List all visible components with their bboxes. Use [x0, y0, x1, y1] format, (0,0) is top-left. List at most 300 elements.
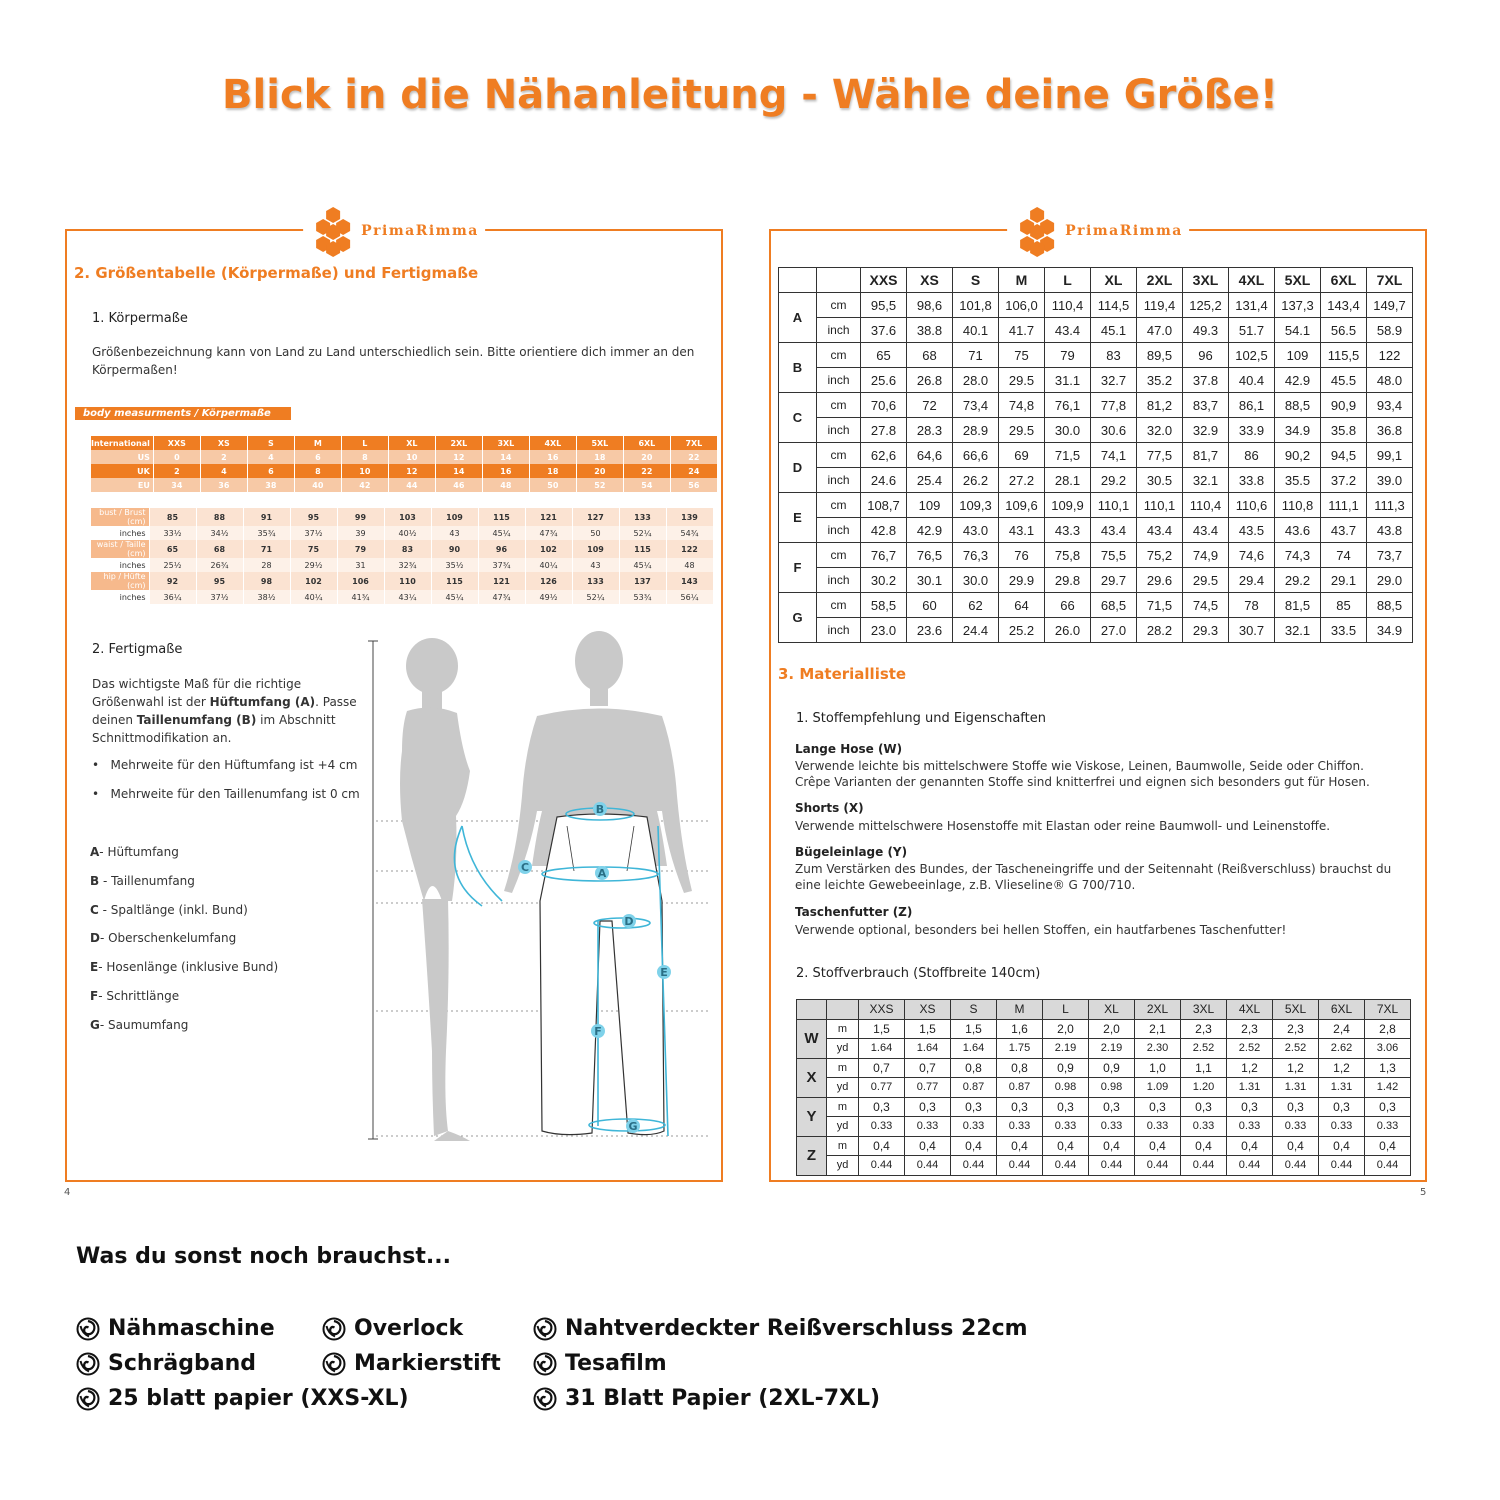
- page-title: Blick in die Nähanleitung - Wähle deine Größe!: [222, 72, 1278, 118]
- table-row: [779, 593, 1413, 618]
- table-cell: 0.33: [1089, 1117, 1135, 1137]
- table-cell: 76,7: [861, 543, 907, 568]
- table-cell: 35½: [431, 558, 478, 572]
- header-cell: [779, 268, 817, 293]
- table-cell: 88,5: [1367, 593, 1413, 618]
- table-cell: 109,9: [1045, 493, 1091, 518]
- unit-cell: cm: [817, 343, 861, 368]
- table-cell: 1.31: [1319, 1078, 1365, 1098]
- table-cell: 35¾: [243, 526, 290, 540]
- body-measurements-table: [91, 508, 714, 604]
- table-cell: 58,5: [861, 593, 907, 618]
- table-cell: 0.44: [1365, 1156, 1411, 1176]
- table-cell: 74,1: [1091, 443, 1137, 468]
- table-cell: XS: [200, 436, 247, 450]
- table-cell: 109: [431, 508, 478, 526]
- logo: [1007, 205, 1189, 257]
- header-cell: L: [1045, 268, 1091, 293]
- honeycomb-logo-icon: [309, 205, 357, 257]
- table-row: [91, 558, 713, 572]
- table-cell: 0,4: [905, 1136, 951, 1156]
- table-cell: 78: [1229, 593, 1275, 618]
- table-cell: 42: [341, 478, 388, 492]
- unit-cell: cm: [817, 543, 861, 568]
- table-cell: 0.33: [951, 1117, 997, 1137]
- table-cell: 1,5: [951, 1019, 997, 1039]
- table-cell: 40: [294, 478, 341, 492]
- table-cell: 73,7: [1367, 543, 1413, 568]
- table-cell: 1.20: [1181, 1078, 1227, 1098]
- row-label: EU: [91, 478, 153, 492]
- table-cell: 68: [196, 540, 243, 558]
- table-cell: 110,4: [1183, 493, 1229, 518]
- unit-cell: inch: [817, 318, 861, 343]
- legend-item: D- Oberschenkelumfang: [90, 931, 237, 945]
- table-cell: 75,5: [1091, 543, 1137, 568]
- table-cell: 0.33: [905, 1117, 951, 1137]
- table-cell: M: [294, 436, 341, 450]
- table-cell: 1.75: [997, 1039, 1043, 1059]
- table-cell: 71,5: [1045, 443, 1091, 468]
- table-cell: 0.33: [1273, 1117, 1319, 1137]
- table-row: [779, 618, 1413, 643]
- table-cell: 91: [243, 508, 290, 526]
- table-cell: 5XL: [576, 436, 623, 450]
- table-cell: 29.1: [1321, 568, 1367, 593]
- table-cell: 27.2: [999, 468, 1045, 493]
- table-cell: 0.33: [997, 1117, 1043, 1137]
- table-cell: 2,3: [1181, 1019, 1227, 1039]
- legend-item: A- Hüftumfang: [90, 845, 179, 859]
- table-cell: 27.8: [861, 418, 907, 443]
- table-cell: 74,8: [999, 393, 1045, 418]
- table-cell: 33.8: [1229, 468, 1275, 493]
- table-cell: XXS: [153, 436, 200, 450]
- table-cell: 43.4: [1137, 518, 1183, 543]
- table-cell: 79: [337, 540, 384, 558]
- unit-cell: m: [827, 1136, 859, 1156]
- row-label: inches: [91, 526, 149, 540]
- table-cell: 25½: [149, 558, 196, 572]
- table-cell: 62,6: [861, 443, 907, 468]
- table-cell: 32.1: [1183, 468, 1229, 493]
- swirl-icon: [533, 1317, 557, 1341]
- row-label: inches: [91, 590, 149, 604]
- table-cell: 43.4: [1045, 318, 1091, 343]
- table-cell: 52¼: [572, 590, 619, 604]
- table-cell: 16: [529, 450, 576, 464]
- right-page: [769, 223, 1427, 1182]
- table-row: [779, 318, 1413, 343]
- table-cell: 102: [290, 572, 337, 590]
- table-cell: 99,1: [1367, 443, 1413, 468]
- table-cell: 47.0: [1137, 318, 1183, 343]
- table-cell: 74,3: [1275, 543, 1321, 568]
- logo-text: PrimaRimma: [361, 223, 479, 239]
- table-cell: 42.8: [861, 518, 907, 543]
- table-cell: 0,4: [997, 1136, 1043, 1156]
- table-cell: 0,3: [1181, 1097, 1227, 1117]
- unit-cell: inch: [817, 568, 861, 593]
- table-cell: 30.0: [1045, 418, 1091, 443]
- swirl-icon: [76, 1317, 100, 1341]
- header-cell: XL: [1091, 268, 1137, 293]
- table-cell: 48.0: [1367, 368, 1413, 393]
- legend-item: G- Saumumfang: [90, 1018, 189, 1032]
- table-cell: 43.8: [1367, 518, 1413, 543]
- table-cell: 22: [670, 450, 717, 464]
- table-cell: 7XL: [670, 436, 717, 450]
- table-cell: 30.1: [907, 568, 953, 593]
- table-cell: 2,0: [1089, 1019, 1135, 1039]
- table-cell: 110: [384, 572, 431, 590]
- unit-cell: inch: [817, 518, 861, 543]
- table-cell: 12: [388, 464, 435, 478]
- legend-item: B - Taillenumfang: [90, 874, 195, 888]
- table-cell: 35.5: [1275, 468, 1321, 493]
- table-cell: 56.5: [1321, 318, 1367, 343]
- table-cell: 28.2: [1137, 618, 1183, 643]
- table-cell: 1.42: [1365, 1078, 1411, 1098]
- subsection-title: 1. Körpermaße: [92, 311, 188, 326]
- table-cell: 40½: [384, 526, 431, 540]
- table-cell: 101,8: [953, 293, 999, 318]
- table-cell: 1,5: [905, 1019, 951, 1039]
- table-cell: 42.9: [1275, 368, 1321, 393]
- table-cell: 0,7: [859, 1058, 905, 1078]
- table-cell: 28.9: [953, 418, 999, 443]
- table-cell: 71: [953, 343, 999, 368]
- header-cell: XXS: [861, 268, 907, 293]
- size-conversion-table: [91, 436, 718, 492]
- table-cell: 26.2: [953, 468, 999, 493]
- table-row: [797, 1117, 1411, 1137]
- bullet-item: • Mehrweite für den Taillenumfang ist 0 cm: [92, 787, 360, 801]
- table-cell: 2.19: [1089, 1039, 1135, 1059]
- table-cell: 76,3: [953, 543, 999, 568]
- swirl-icon: [322, 1317, 346, 1341]
- table-cell: 68,5: [1091, 593, 1137, 618]
- table-cell: 77,5: [1137, 443, 1183, 468]
- table-cell: 1,0: [1135, 1058, 1181, 1078]
- header-cell: 7XL: [1367, 268, 1413, 293]
- table-cell: 24.4: [953, 618, 999, 643]
- table-cell: 60: [907, 593, 953, 618]
- table-cell: 25.4: [907, 468, 953, 493]
- table-cell: 0.44: [1135, 1156, 1181, 1176]
- table-cell: 71,5: [1137, 593, 1183, 618]
- logo: [303, 205, 485, 257]
- table-cell: 37.8: [1183, 368, 1229, 393]
- table-cell: 0.44: [1273, 1156, 1319, 1176]
- table-cell: 0,3: [951, 1097, 997, 1117]
- table-cell: 109,3: [953, 493, 999, 518]
- unit-cell: cm: [817, 493, 861, 518]
- table-cell: 110,8: [1275, 493, 1321, 518]
- supply-item: 31 Blatt Papier (2XL-7XL): [533, 1386, 880, 1411]
- table-cell: 10: [388, 450, 435, 464]
- table-cell: 143,4: [1321, 293, 1367, 318]
- row-letter: G: [779, 593, 817, 643]
- table-cell: 32.1: [1275, 618, 1321, 643]
- table-cell: 0,3: [997, 1097, 1043, 1117]
- header-cell: 5XL: [1273, 1000, 1319, 1020]
- table-cell: 29.3: [1183, 618, 1229, 643]
- table-cell: 26.0: [1045, 618, 1091, 643]
- legend-item: E- Hosenlänge (inklusive Bund): [90, 960, 279, 974]
- table-cell: 0,4: [1365, 1136, 1411, 1156]
- table-cell: 29.9: [999, 568, 1045, 593]
- table-cell: 43.0: [953, 518, 999, 543]
- unit-cell: inch: [817, 618, 861, 643]
- table-cell: 0,9: [1043, 1058, 1089, 1078]
- table-cell: 37¾: [478, 558, 525, 572]
- table-row: [779, 518, 1413, 543]
- table-cell: 65: [149, 540, 196, 558]
- table-cell: 1,2: [1319, 1058, 1365, 1078]
- table-row: [797, 1058, 1411, 1078]
- swirl-icon: [533, 1387, 557, 1411]
- marker-a: A: [597, 867, 607, 880]
- table-cell: 85: [149, 508, 196, 526]
- subsection-title: 1. Stoffempfehlung und Eigenschaften: [796, 711, 1046, 726]
- unit-cell: inch: [817, 368, 861, 393]
- header-cell: S: [953, 268, 999, 293]
- left-page: [65, 223, 723, 1182]
- table-cell: XL: [388, 436, 435, 450]
- table-cell: 18: [529, 464, 576, 478]
- table-cell: 2,1: [1135, 1019, 1181, 1039]
- header-cell: 4XL: [1229, 268, 1275, 293]
- table-cell: 43.7: [1321, 518, 1367, 543]
- table-cell: 31.1: [1045, 368, 1091, 393]
- table-cell: 86: [1229, 443, 1275, 468]
- table-cell: 32.0: [1137, 418, 1183, 443]
- row-letter: F: [779, 543, 817, 593]
- table-row: [91, 478, 717, 492]
- table-cell: 137,3: [1275, 293, 1321, 318]
- table-cell: 115,5: [1321, 343, 1367, 368]
- table-cell: 43.4: [1091, 518, 1137, 543]
- table-cell: 2,8: [1365, 1019, 1411, 1039]
- row-letter: B: [779, 343, 817, 393]
- table-cell: 35.2: [1137, 368, 1183, 393]
- table-cell: 54.1: [1275, 318, 1321, 343]
- material-head: Shorts (X): [795, 801, 864, 815]
- table-cell: 0,4: [1135, 1136, 1181, 1156]
- table-cell: 30.6: [1091, 418, 1137, 443]
- table-cell: 95: [196, 572, 243, 590]
- table-cell: 0.33: [1365, 1117, 1411, 1137]
- table-cell: 149,7: [1367, 293, 1413, 318]
- table-cell: 0,8: [951, 1058, 997, 1078]
- section-title: 3. Materialliste: [778, 665, 907, 683]
- table-cell: 98,6: [907, 293, 953, 318]
- table-cell: 35.8: [1321, 418, 1367, 443]
- table-row: [779, 368, 1413, 393]
- table-cell: 54¾: [666, 526, 713, 540]
- table-cell: 115: [478, 508, 525, 526]
- material-text: Verwende optional, besonders bei hellen Stoffen, ein hautfarbenes Taschenfutter!: [795, 923, 1287, 937]
- table-cell: 0,4: [951, 1136, 997, 1156]
- header-cell: M: [999, 268, 1045, 293]
- table-cell: 71: [243, 540, 290, 558]
- table-cell: 92: [149, 572, 196, 590]
- unit-cell: yd: [827, 1039, 859, 1059]
- table-cell: 8: [341, 450, 388, 464]
- table-cell: 102: [525, 540, 572, 558]
- table-cell: 83,7: [1183, 393, 1229, 418]
- table-cell: 122: [1367, 343, 1413, 368]
- table-cell: 22: [623, 464, 670, 478]
- table-cell: 2.30: [1135, 1039, 1181, 1059]
- table-cell: 26.8: [907, 368, 953, 393]
- table-cell: 42.9: [907, 518, 953, 543]
- table-cell: 30.2: [861, 568, 907, 593]
- header-cell: M: [997, 1000, 1043, 1020]
- table-cell: 77,8: [1091, 393, 1137, 418]
- legend-item: F- Schrittlänge: [90, 989, 180, 1003]
- subsection-title-2: 2. Fertigmaße: [92, 642, 183, 657]
- table-cell: 2.52: [1181, 1039, 1227, 1059]
- row-letter: X: [797, 1058, 827, 1097]
- table-cell: 29.7: [1091, 568, 1137, 593]
- table-cell: 89,5: [1137, 343, 1183, 368]
- table-cell: 45¼: [478, 526, 525, 540]
- table-row: [91, 540, 713, 558]
- table-row: [91, 526, 713, 540]
- table-cell: 1.64: [859, 1039, 905, 1059]
- table-cell: 0,3: [905, 1097, 951, 1117]
- unit-cell: inch: [817, 418, 861, 443]
- table-cell: 32¾: [384, 558, 431, 572]
- trouser-measurement-figure: [362, 631, 722, 1161]
- row-label: hip / Hüfte (cm): [91, 572, 149, 590]
- table-cell: 0,4: [1181, 1136, 1227, 1156]
- table-cell: 121: [525, 508, 572, 526]
- table-cell: 52¼: [619, 526, 666, 540]
- table-cell: 36¼: [149, 590, 196, 604]
- marker-d: D: [624, 915, 634, 928]
- table-cell: 131,4: [1229, 293, 1275, 318]
- fabric-consumption-table: [796, 999, 1411, 1176]
- table-cell: 95,5: [861, 293, 907, 318]
- table-cell: 0.44: [951, 1156, 997, 1176]
- unit-cell: cm: [817, 293, 861, 318]
- table-cell: 110,4: [1045, 293, 1091, 318]
- table-cell: 29.4: [1229, 568, 1275, 593]
- table-cell: 108,7: [861, 493, 907, 518]
- table-cell: 20: [623, 450, 670, 464]
- table-cell: 43: [431, 526, 478, 540]
- table-cell: 0.44: [1227, 1156, 1273, 1176]
- table-cell: 50: [572, 526, 619, 540]
- table-cell: 47¾: [525, 526, 572, 540]
- table-cell: 34.9: [1275, 418, 1321, 443]
- table-cell: 28.3: [907, 418, 953, 443]
- header-cell: 3XL: [1183, 268, 1229, 293]
- table-cell: 0.44: [1181, 1156, 1227, 1176]
- table-cell: 46: [435, 478, 482, 492]
- table-cell: 64,6: [907, 443, 953, 468]
- table-cell: 38: [247, 478, 294, 492]
- table-cell: 106: [337, 572, 384, 590]
- table-cell: 0.33: [1043, 1117, 1089, 1137]
- header-cell: 3XL: [1181, 1000, 1227, 1020]
- row-letter: W: [797, 1019, 827, 1058]
- table-cell: 81,7: [1183, 443, 1229, 468]
- table-cell: 110,6: [1229, 493, 1275, 518]
- table-cell: 48: [666, 558, 713, 572]
- table-cell: 37½: [290, 526, 337, 540]
- table-cell: 0.98: [1043, 1078, 1089, 1098]
- table-cell: 110,1: [1091, 493, 1137, 518]
- table-cell: 30.5: [1137, 468, 1183, 493]
- honeycomb-logo-icon: [1013, 205, 1061, 257]
- table-cell: 74,9: [1183, 543, 1229, 568]
- table-cell: 51.7: [1229, 318, 1275, 343]
- swirl-icon: [76, 1352, 100, 1376]
- table-cell: 47¾: [478, 590, 525, 604]
- table-cell: 40.1: [953, 318, 999, 343]
- table-cell: 0,3: [1135, 1097, 1181, 1117]
- table-cell: 85: [1321, 593, 1367, 618]
- table-row: [91, 508, 713, 526]
- table-cell: 0.44: [859, 1156, 905, 1176]
- table-cell: 4XL: [529, 436, 576, 450]
- table-row: [797, 1136, 1411, 1156]
- header-cell: 2XL: [1135, 1000, 1181, 1020]
- table-cell: 2,4: [1319, 1019, 1365, 1039]
- table-cell: 121: [478, 572, 525, 590]
- table-cell: 143: [666, 572, 713, 590]
- table-cell: 34½: [196, 526, 243, 540]
- table-cell: 14: [482, 450, 529, 464]
- table-cell: 56: [670, 478, 717, 492]
- table-cell: 98: [243, 572, 290, 590]
- table-cell: 49½: [525, 590, 572, 604]
- row-label: waist / Taille (cm): [91, 540, 149, 558]
- table-cell: 94,5: [1321, 443, 1367, 468]
- material-text: Verwende leichte bis mittelschwere Stoffe wie Viskose, Leinen, Baumwolle, Seide oder Chiffon. Crêpe Varianten der genannten Stoffe sind knitterfrei und eignen sich besonders gut für Hosen.: [795, 759, 1370, 789]
- marker-b: B: [595, 803, 605, 816]
- table-cell: 45¼: [619, 558, 666, 572]
- table-cell: 6XL: [623, 436, 670, 450]
- table-cell: 0.98: [1089, 1078, 1135, 1098]
- table-row: [91, 590, 713, 604]
- header-cell: XXS: [859, 1000, 905, 1020]
- table-cell: 3XL: [482, 436, 529, 450]
- table-cell: 39.0: [1367, 468, 1413, 493]
- table-row: [91, 464, 717, 478]
- row-label: UK: [91, 464, 153, 478]
- marker-f: F: [594, 1025, 602, 1038]
- row-letter: A: [779, 293, 817, 343]
- table-row: [91, 436, 717, 450]
- table-cell: 90: [431, 540, 478, 558]
- table-cell: 109,6: [999, 493, 1045, 518]
- table-cell: 32.7: [1091, 368, 1137, 393]
- table-cell: 125,2: [1183, 293, 1229, 318]
- table-cell: 4: [247, 450, 294, 464]
- table-cell: 86,1: [1229, 393, 1275, 418]
- table-cell: S: [247, 436, 294, 450]
- table-cell: 0.33: [1181, 1117, 1227, 1137]
- table-cell: 0.33: [859, 1117, 905, 1137]
- header-cell: [817, 268, 861, 293]
- table-cell: 68: [907, 343, 953, 368]
- marker-g: G: [628, 1120, 638, 1133]
